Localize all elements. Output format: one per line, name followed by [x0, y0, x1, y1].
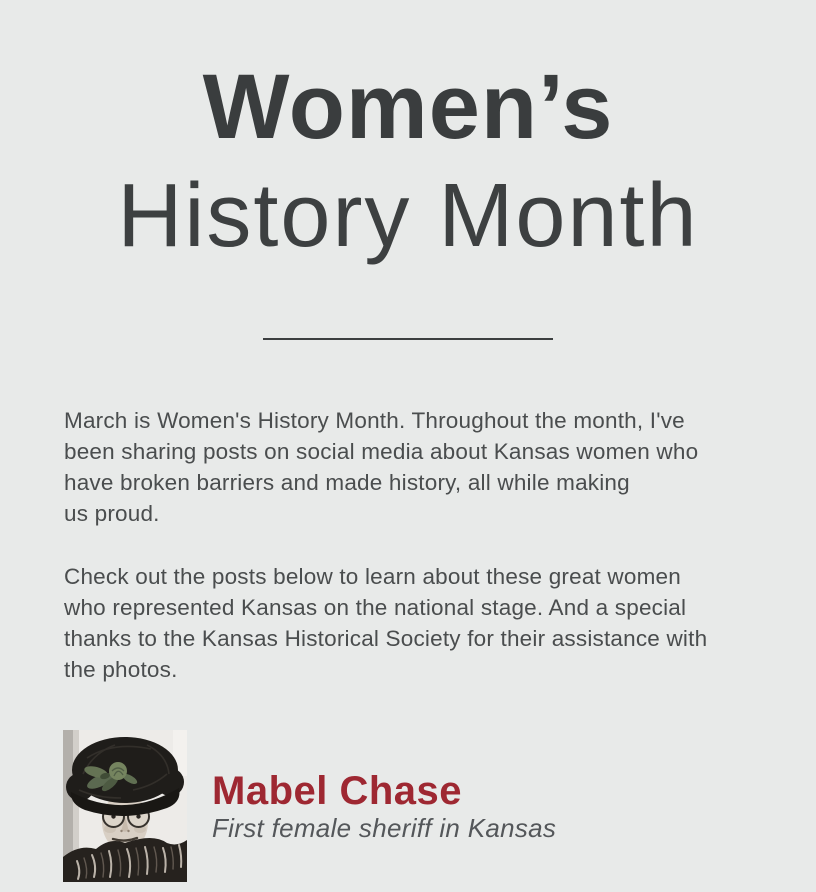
paragraph-line: been sharing posts on social media about Kansas women who	[64, 439, 699, 464]
profile-caption: First female sheriff in Kansas	[212, 813, 557, 843]
paragraph-line: us proud.	[64, 501, 160, 526]
intro-paragraph-1	[64, 405, 784, 529]
title-divider	[263, 338, 553, 340]
intro-paragraph-2	[64, 561, 784, 685]
profile-name: Mabel Chase	[212, 769, 463, 813]
page-title-line2: History Month	[117, 166, 699, 266]
paragraph-line: thanks to the Kansas Historical Society for their assistance with	[64, 626, 708, 651]
paragraph-line: March is Women's History Month. Throughout the month, I've	[64, 408, 685, 433]
paragraph-line: the photos.	[64, 657, 178, 682]
paragraph-line: have broken barriers and made history, all while making	[64, 470, 630, 495]
mabel-chase-photo	[63, 730, 187, 882]
portrait-illustration	[63, 730, 187, 882]
page-title-line1: Women’s	[202, 56, 614, 158]
paragraph-line: who represented Kansas on the national stage. And a special	[64, 595, 687, 620]
paragraph-line: Check out the posts below to learn about these great women	[64, 564, 681, 589]
